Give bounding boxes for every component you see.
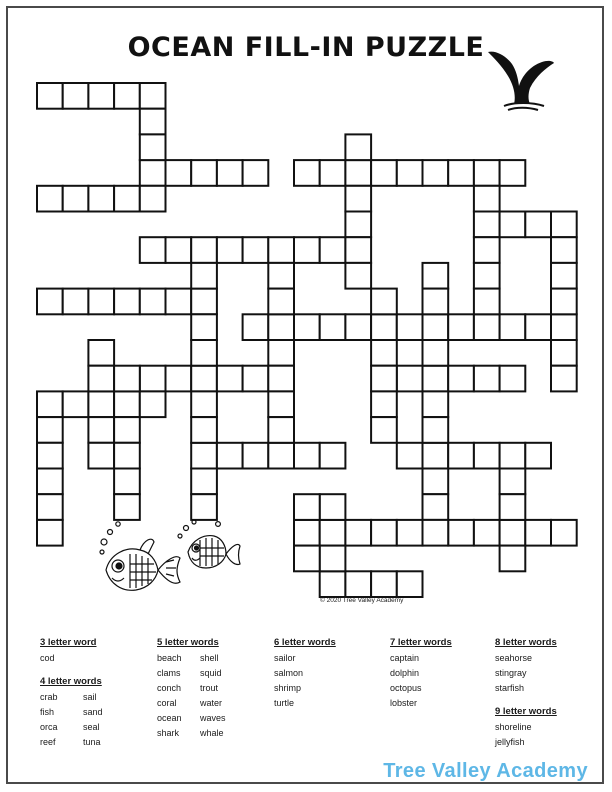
grid-cell[interactable] — [500, 546, 526, 572]
grid-cell[interactable] — [371, 366, 397, 392]
grid-cell[interactable] — [525, 212, 551, 238]
grid-cell[interactable] — [474, 443, 500, 469]
grid-cell[interactable] — [423, 469, 449, 495]
grid-cell[interactable] — [551, 520, 577, 546]
grid-cell[interactable] — [191, 263, 217, 289]
word-list-col-3 — [274, 635, 354, 711]
word-item: ocean — [157, 713, 182, 723]
grid-cell[interactable] — [397, 366, 423, 392]
grid-cell[interactable] — [37, 469, 63, 495]
grid-cell[interactable] — [448, 314, 474, 340]
grid-cell[interactable] — [114, 83, 140, 109]
word-item: clams — [157, 668, 181, 678]
grid-cell[interactable] — [474, 366, 500, 392]
word-item: captain — [390, 653, 420, 663]
grid-cell[interactable] — [166, 366, 192, 392]
grid-cell[interactable] — [397, 314, 423, 340]
grid-cell[interactable] — [37, 417, 63, 443]
word-item: shrimp — [274, 683, 302, 693]
word-item: shell — [200, 653, 219, 663]
grid-cell[interactable] — [320, 571, 346, 597]
grid-cell[interactable] — [320, 237, 346, 263]
grid-cell[interactable] — [500, 366, 526, 392]
word-item: whale — [200, 728, 224, 738]
grid-cell[interactable] — [500, 520, 526, 546]
grid-cell[interactable] — [268, 314, 294, 340]
grid-cell[interactable] — [88, 186, 114, 212]
grid-cell[interactable] — [474, 212, 500, 238]
grid-cell[interactable] — [397, 571, 423, 597]
word-item: dolphin — [390, 668, 420, 678]
grid-cell[interactable] — [525, 314, 551, 340]
word-item: salmon — [274, 668, 304, 678]
grid-cell[interactable] — [37, 186, 63, 212]
grid-cell[interactable] — [423, 494, 449, 520]
grid-cell[interactable] — [191, 289, 217, 315]
grid-cell[interactable] — [268, 263, 294, 289]
grid-cell[interactable] — [345, 160, 371, 186]
heading-3-letter: 3 letter word — [40, 637, 97, 648]
word-item: starfish — [495, 683, 525, 693]
word-item: crab — [40, 692, 58, 702]
word-item: orca — [40, 722, 58, 732]
word-item: coral — [157, 698, 177, 708]
grid-cell[interactable] — [397, 520, 423, 546]
grid-cell[interactable] — [191, 237, 217, 263]
word-item: conch — [157, 683, 182, 693]
grid-cell[interactable] — [268, 340, 294, 366]
grid-cell[interactable] — [268, 289, 294, 315]
grid-cell[interactable] — [423, 263, 449, 289]
grid-cell[interactable] — [500, 160, 526, 186]
grid-cell[interactable] — [217, 237, 243, 263]
grid-cell[interactable] — [268, 443, 294, 469]
grid-cell[interactable] — [88, 289, 114, 315]
heading-9-letter: 9 letter words — [495, 706, 557, 717]
grid-cell[interactable] — [474, 186, 500, 212]
grid-cell[interactable] — [243, 366, 269, 392]
grid-cell[interactable] — [551, 314, 577, 340]
grid-cell[interactable] — [268, 237, 294, 263]
grid-cell[interactable] — [140, 186, 166, 212]
grid-cell[interactable] — [88, 366, 114, 392]
word-item: sail — [83, 692, 97, 702]
grid-cell[interactable] — [166, 289, 192, 315]
grid-cell[interactable] — [500, 443, 526, 469]
grid-cell[interactable] — [140, 83, 166, 109]
grid-cell[interactable] — [140, 391, 166, 417]
grid-cell[interactable] — [140, 134, 166, 160]
grid-cell[interactable] — [345, 212, 371, 238]
grid-cell[interactable] — [474, 263, 500, 289]
word-list-col-4 — [390, 635, 470, 711]
word-item: seahorse — [495, 653, 533, 663]
grid-cell[interactable] — [114, 391, 140, 417]
grid-cell[interactable] — [217, 366, 243, 392]
grid-cell[interactable] — [474, 237, 500, 263]
word-item: tuna — [83, 737, 101, 747]
grid-cell[interactable] — [140, 289, 166, 315]
heading-7-letter: 7 letter words — [390, 637, 452, 648]
grid-cell[interactable] — [191, 314, 217, 340]
word-item: shoreline — [495, 722, 532, 732]
grid-cell[interactable] — [474, 520, 500, 546]
word-item: trout — [200, 683, 219, 693]
grid-cell[interactable] — [191, 366, 217, 392]
grid-cell[interactable] — [371, 391, 397, 417]
grid-cell[interactable] — [551, 340, 577, 366]
grid-cell[interactable] — [166, 237, 192, 263]
grid-cell[interactable] — [114, 366, 140, 392]
grid-cell[interactable] — [294, 520, 320, 546]
word-item: jellyfish — [495, 737, 525, 747]
grid-cell[interactable] — [88, 417, 114, 443]
grid-cell[interactable] — [397, 443, 423, 469]
grid-cell[interactable] — [217, 443, 243, 469]
grid-cell[interactable] — [320, 314, 346, 340]
grid-cell[interactable] — [191, 494, 217, 520]
grid-cell[interactable] — [294, 160, 320, 186]
grid-cell[interactable] — [243, 237, 269, 263]
grid-cell[interactable] — [37, 289, 63, 315]
grid-cell[interactable] — [551, 263, 577, 289]
grid-cell[interactable] — [345, 134, 371, 160]
word-item: turtle — [274, 698, 295, 708]
word-item: squid — [200, 668, 222, 678]
word-item: sailor — [274, 653, 296, 663]
heading-5-letter: 5 letter words — [157, 637, 219, 648]
grid-cell[interactable] — [320, 494, 346, 520]
grid-cell[interactable] — [294, 494, 320, 520]
grid-cell[interactable] — [551, 237, 577, 263]
grid-cell[interactable] — [371, 340, 397, 366]
grid-cell[interactable] — [423, 520, 449, 546]
grid-cell[interactable] — [114, 494, 140, 520]
grid-cell[interactable] — [500, 314, 526, 340]
grid-cell[interactable] — [448, 520, 474, 546]
grid-cell[interactable] — [345, 520, 371, 546]
grid-cell[interactable] — [37, 520, 63, 546]
grid-cell[interactable] — [500, 212, 526, 238]
grid-cell[interactable] — [37, 443, 63, 469]
grid-cell[interactable] — [345, 314, 371, 340]
grid-cell[interactable] — [551, 212, 577, 238]
grid-cell[interactable] — [474, 289, 500, 315]
grid-cell[interactable] — [140, 109, 166, 135]
grid-cell[interactable] — [371, 417, 397, 443]
grid-cell[interactable] — [448, 160, 474, 186]
heading-4-letter: 4 letter words — [40, 676, 102, 687]
grid-cell[interactable] — [140, 237, 166, 263]
grid-cell[interactable] — [345, 571, 371, 597]
grid-cell[interactable] — [191, 469, 217, 495]
grid-cell[interactable] — [345, 263, 371, 289]
grid-cell[interactable] — [114, 443, 140, 469]
grid-cell[interactable] — [448, 443, 474, 469]
grid-cell[interactable] — [268, 417, 294, 443]
word-list-col-5 — [495, 635, 575, 750]
grid-cell[interactable] — [63, 289, 89, 315]
word-item: reef — [40, 737, 56, 747]
grid-cell[interactable] — [243, 443, 269, 469]
grid-cell[interactable] — [423, 391, 449, 417]
grid-cell[interactable] — [423, 340, 449, 366]
grid-cell[interactable] — [371, 314, 397, 340]
grid-cell[interactable] — [551, 366, 577, 392]
grid-cell[interactable] — [140, 160, 166, 186]
word-item: water — [200, 698, 223, 708]
grid-cell[interactable] — [371, 520, 397, 546]
grid-cell[interactable] — [371, 289, 397, 315]
grid-cell[interactable] — [320, 546, 346, 572]
grid-cell[interactable] — [114, 186, 140, 212]
grid-cell[interactable] — [294, 314, 320, 340]
grid-cell[interactable] — [423, 160, 449, 186]
word-item: seal — [83, 722, 100, 732]
grid-cell[interactable] — [37, 494, 63, 520]
word-item: lobster — [390, 698, 418, 708]
grid-cell[interactable] — [37, 391, 63, 417]
grid-cell[interactable] — [140, 366, 166, 392]
grid-cell[interactable] — [320, 160, 346, 186]
grid-cell[interactable] — [397, 160, 423, 186]
grid-cell[interactable] — [551, 289, 577, 315]
grid-cell[interactable] — [500, 469, 526, 495]
grid-cell[interactable] — [268, 366, 294, 392]
grid-cell[interactable] — [448, 366, 474, 392]
grid-cell[interactable] — [191, 340, 217, 366]
word-item: beach — [157, 653, 182, 663]
grid-cell[interactable] — [37, 83, 63, 109]
grid-cell[interactable] — [268, 391, 294, 417]
word-list-col-1 — [40, 635, 126, 750]
brand-logo-text: Tree Valley Academy — [383, 760, 588, 782]
grid-cell[interactable] — [371, 571, 397, 597]
grid-cell[interactable] — [63, 391, 89, 417]
word-item: waves — [200, 713, 226, 723]
grid-cell[interactable] — [191, 160, 217, 186]
page-title: OCEAN FILL-IN PUZZLE — [127, 32, 485, 63]
grid-cell[interactable] — [345, 237, 371, 263]
grid-cell[interactable] — [423, 417, 449, 443]
grid-cell[interactable] — [371, 160, 397, 186]
grid-cell[interactable] — [423, 366, 449, 392]
grid-cell[interactable] — [294, 443, 320, 469]
grid-cell[interactable] — [191, 391, 217, 417]
grid-cell[interactable] — [294, 237, 320, 263]
word-item: octopus — [390, 683, 422, 693]
grid-cell[interactable] — [191, 443, 217, 469]
grid-cell[interactable] — [474, 160, 500, 186]
grid-cell[interactable] — [63, 186, 89, 212]
grid-cell[interactable] — [88, 391, 114, 417]
grid-cell[interactable] — [63, 83, 89, 109]
grid-cell[interactable] — [525, 443, 551, 469]
grid-cell[interactable] — [166, 160, 192, 186]
grid-cell[interactable] — [423, 289, 449, 315]
grid-cell[interactable] — [88, 83, 114, 109]
word-item: sand — [83, 707, 103, 717]
heading-6-letter: 6 letter words — [274, 637, 336, 648]
grid-cell[interactable] — [423, 443, 449, 469]
grid-cell[interactable] — [423, 314, 449, 340]
word-item: cod — [40, 653, 55, 663]
heading-8-letter: 8 letter words — [495, 637, 557, 648]
grid-cell[interactable] — [88, 340, 114, 366]
grid-cell[interactable] — [320, 443, 346, 469]
word-list-col-2 — [157, 635, 243, 741]
grid-cell[interactable] — [243, 160, 269, 186]
grid-cell[interactable] — [500, 494, 526, 520]
word-item: shark — [157, 728, 180, 738]
grid-cell[interactable] — [243, 314, 269, 340]
grid-cell[interactable] — [294, 546, 320, 572]
grid-cell[interactable] — [345, 186, 371, 212]
fish-pair-illustration — [96, 518, 244, 608]
grid-cell[interactable] — [114, 469, 140, 495]
grid-cell[interactable] — [320, 520, 346, 546]
grid-cell[interactable] — [525, 520, 551, 546]
grid-cell[interactable] — [217, 160, 243, 186]
grid-cell[interactable] — [114, 289, 140, 315]
grid-cell[interactable] — [88, 443, 114, 469]
grid-cell[interactable] — [191, 417, 217, 443]
word-item: stingray — [495, 668, 527, 678]
grid-cell[interactable] — [474, 314, 500, 340]
copyright-notice: © 2020 Tree Valley Academy — [320, 597, 404, 604]
grid-cell[interactable] — [114, 417, 140, 443]
word-item: fish — [40, 707, 55, 717]
